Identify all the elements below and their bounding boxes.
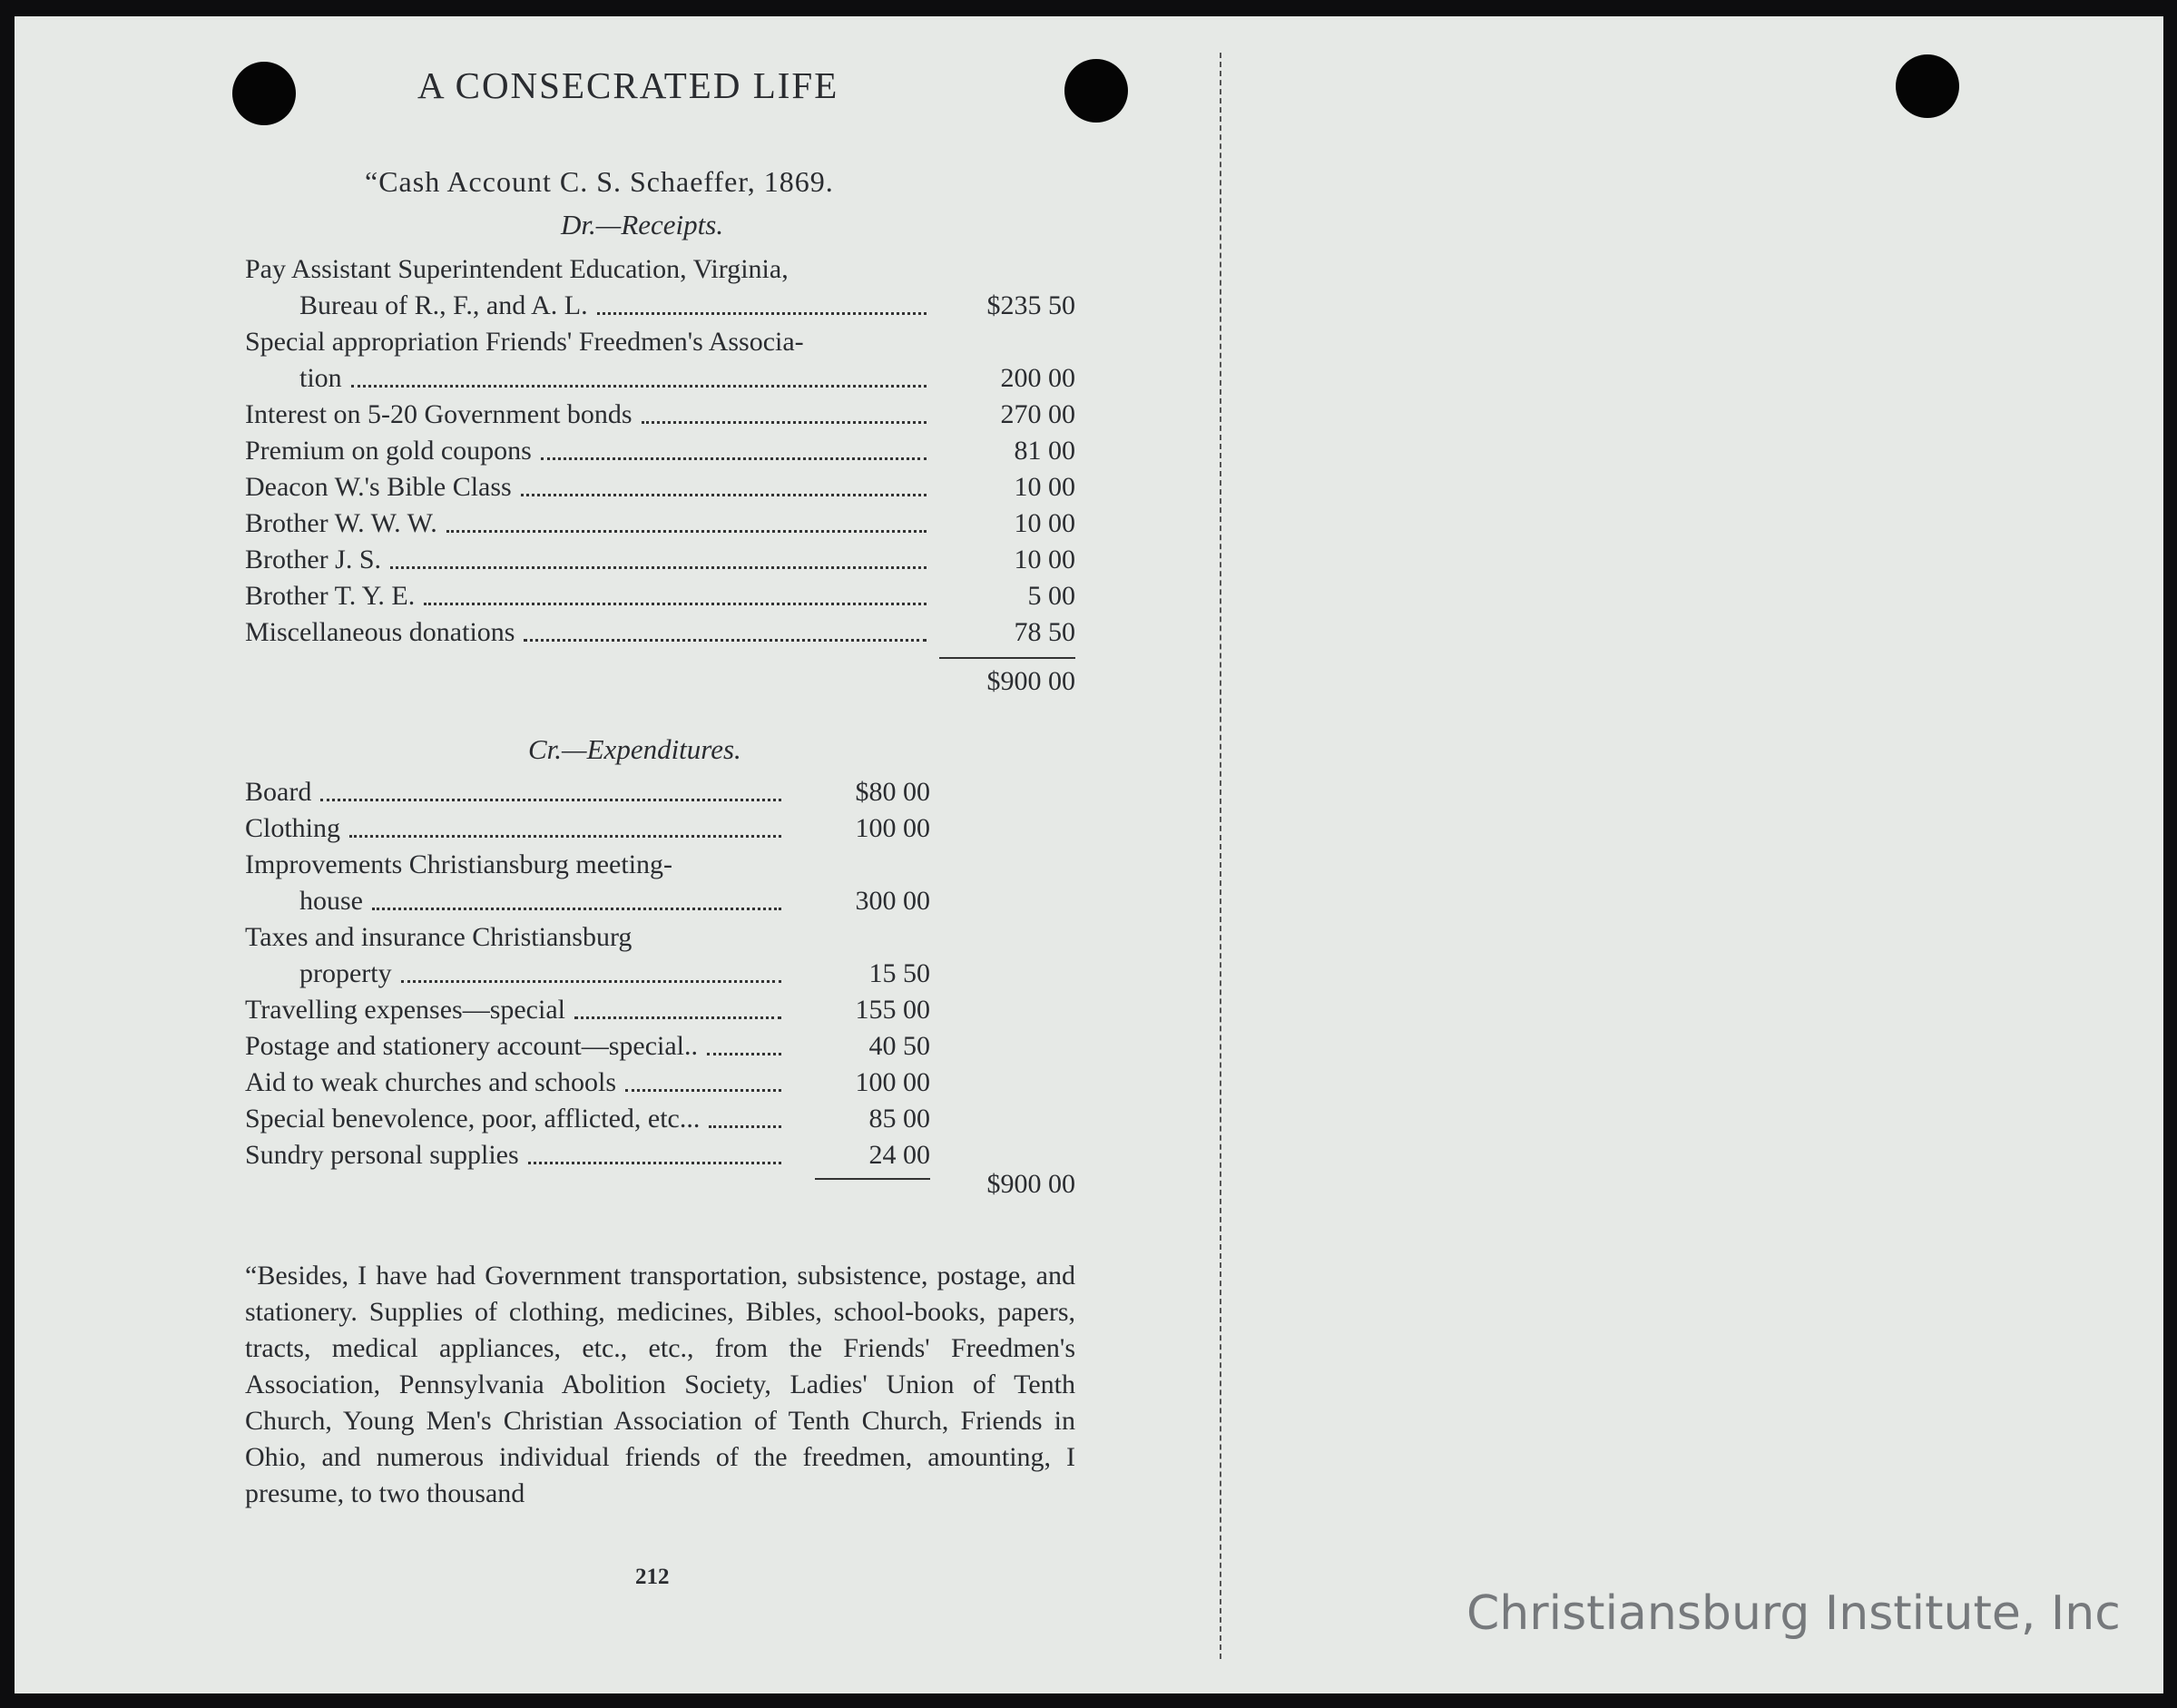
ledger-row [245,922,930,957]
ledger-description: Improvements Christiansburg meeting- [245,849,673,879]
total-rule [815,1178,930,1180]
running-head: A CONSECRATED LIFE [417,64,839,106]
leader-dots [709,1109,781,1128]
ledger-amount: 10 00 [1014,472,1075,502]
ledger-row [245,1067,930,1102]
ledger-description: Special appropriation Friends' Freedmen's Associa- [245,327,804,357]
ledger-row [245,508,1075,543]
account-title: “Cash Account C. S. Schaeffer, 1869. [365,165,834,198]
ledger-amount: 10 00 [1014,545,1075,574]
ledger-row [245,777,930,811]
leader-dots [424,586,927,605]
watermark: Christiansburg Institute, Inc [1466,1586,2121,1641]
ledger-amount: 155 00 [855,995,930,1025]
besides-paragraph: “Besides, I have had Government transportation, subsistence, postage, and stationery. Supplies of clothing, medicines, Bibles, school-books, papers, tracts, medical appliances, etc., etc., from the Friends' Freedmen's Association, Pennsylvania Abolition Society, Ladies' Union of Tenth Church, Young Men's Christian Association of Tenth Church, Friends in Ohio, and numerous individual friends of the freedmen, amounting, I presume, to two thousand [245,1261,1075,1508]
leader-dots [541,441,927,460]
total-rule [939,657,1075,659]
expenditures-heading: Cr.—Expenditures. [528,733,741,765]
leader-dots [625,1073,781,1092]
leader-dots [401,964,781,983]
leader-dots [446,514,927,533]
leader-dots [349,819,781,838]
ledger-row [245,1104,930,1138]
leader-dots [574,1000,781,1019]
ledger-row [245,617,1075,652]
expenditures-ledger [245,777,1075,1203]
ledger-row [245,254,1075,289]
ledger-description: Miscellaneous donations [245,617,515,647]
leader-dots [320,782,781,801]
ledger-amount: 40 50 [868,1031,930,1061]
ledger-row [245,813,930,848]
ledger-description: property [299,958,392,988]
ledger-description: Taxes and insurance Christiansburg [245,922,633,952]
leader-dots [524,623,927,642]
leader-dots [707,1036,781,1055]
ledger-row [245,581,1075,615]
ledger-description: Sundry personal supplies [245,1140,519,1170]
ledger-row [245,1140,930,1174]
ledger-row [245,958,930,993]
ledger-description: Pay Assistant Superintendent Education, Virginia, [245,254,789,284]
ledger-amount: 24 00 [868,1140,930,1170]
leader-dots [390,550,927,569]
ledger-row [245,436,1075,470]
ledger-amount: 10 00 [1014,508,1075,538]
ledger-row [245,363,1075,398]
ledger-description: Brother W. W. W. [245,508,437,538]
receipts-ledger [245,254,1075,696]
ledger-amount: 300 00 [855,886,930,916]
ledger-description: Bureau of R., F., and A. L. [299,290,588,320]
ledger-description: Board [245,777,312,807]
ledger-amount: 100 00 [855,813,930,843]
ledger-description: Brother T. Y. E. [245,581,416,611]
ledger-description: Travelling expenses—special [245,995,565,1025]
leader-dots [521,477,927,496]
ledger-row [245,1031,930,1065]
ledger-amount: 100 00 [855,1067,930,1097]
book-gutter [1220,53,1221,1659]
ledger-row [245,472,1075,506]
ledger-description: house [299,886,363,916]
punch-hole [1896,54,1959,118]
leader-dots [528,1145,781,1164]
ledger-row [245,995,930,1029]
ledger-amount: 81 00 [1014,436,1075,466]
ledger-amount: 15 50 [868,958,930,988]
ledger-row [245,849,930,884]
leader-dots [372,891,781,910]
ledger-amount: $80 00 [855,777,930,807]
ledger-amount: $235 50 [986,290,1075,320]
receipts-heading: Dr.—Receipts. [561,209,724,240]
page-number: 212 [635,1565,670,1589]
ledger-total: $900 00 [986,666,1075,696]
leader-dots [351,368,927,388]
leader-dots [642,405,927,424]
ledger-amount: 85 00 [868,1104,930,1134]
leader-dots [597,296,927,315]
ledger-amount: 78 50 [1014,617,1075,647]
scanned-book-spread [15,16,2163,1693]
ledger-row [245,399,1075,434]
ledger-row [245,327,1075,361]
ledger-description: Premium on gold coupons [245,436,532,466]
ledger-description: Brother J. S. [245,545,381,574]
ledger-description: Special benevolence, poor, afflicted, etc... [245,1104,701,1134]
punch-hole [1064,59,1128,123]
ledger-total: $900 00 [986,1169,1075,1199]
ledger-description: Clothing [245,813,341,843]
punch-hole [232,62,296,125]
ledger-description: Deacon W.'s Bible Class [245,472,512,502]
ledger-description: Interest on 5-20 Government bonds [245,399,633,429]
ledger-description: Postage and stationery account—special.. [245,1031,699,1061]
ledger-description: tion [299,363,342,393]
ledger-row [245,545,1075,579]
ledger-amount: 200 00 [1000,363,1075,393]
ledger-description: Aid to weak churches and schools [245,1067,617,1097]
ledger-amount: 5 00 [1027,581,1075,611]
ledger-row [245,886,930,920]
ledger-row [245,290,1075,325]
ledger-amount: 270 00 [1000,399,1075,429]
